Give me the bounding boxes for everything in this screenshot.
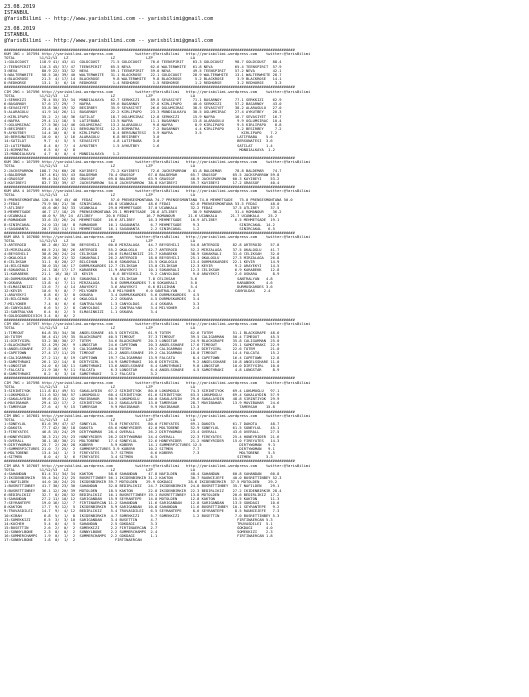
race-block: ################################################################################################################################### KUM ARA 4 167599 http://yarisbilimi.wordpress.com twitter:@YarisBilimi http://yarisbilimi.wordpress.com twitter:@YarisBilimi TOTAL %1/%2/%3 LZ LZ LZP LA 5:PRENSESMONTANA 120.4 56/ 45/ 46 FEDAI 57.0 PRENSESMONTANA 74.7 PRENSESMONTANA 74.0 MEHMETSADE 75.0 PRENSESMONTANA 50.0 2:FEDAI 75.9 50/ 21/ 30 SINIRCAKAL 46.8 UCANKALA 48.6 FEDAI 62.6 PRENSESMONTANA 53.5 FEDAI 48.0 7:ATLIBEY 45.6 46/ 34/ 33 UCANKALA 29.0 MEHMETSADE 37.0 UCANKALA 32.2 FEDAI 37.5 ATLIBEY 37.5 3:MEHMETSADE 46.7 17/ 18/ 25 PRENSESMONTANA 25.1 MEHMETSADE 28.6 ATLIBEY 30.9 ROMANOUR 31.4 ROMANOUR 36.2 4:UCANKALA 40.0 9/ 39/ 24 ATLIBEY 20.0 FEDAI 16.7 ROMANOUR 21.6 UCANKALA 21.7 UCANKALA 25.2 6:ROMANOUR 33.6 13/ 26/ 24 MEHMETSADE 16.6 ATLIBEY 16.3 MEHMETSADE 10.9 ATLIBEY 6.5 MEHMETSADE 19.1 8:SINIRCAKAL 24.0 13/ 10/ 8 ROMANOUR 16.1 SAGANANTA 6.7 MEHMETSADE 9.3 SINIRCAKAL 14.2 1:SAGANANTA 20.7 15/ 11/ 11 MEHMETSADE 16.1 SAGANANTA 2.2 SINIRCAKAL 1.2 SINIRCAKAL 6.5 (4, 185, 311, 231)
header-city: ISTANBUL (4, 32, 29, 38)
header-city: ISTANBUL (4, 10, 29, 16)
race-block: ################################################################################################################################### CIM 7NG = 167598 http://yarisbilimi.wordpress.com twitter:@YarisBilimi http://yarisbilimi.wordpress.com twitter:@YarisBilimi TOTAL %1/%2/%3 LZ LZ LZP LA 3:SIRINTIYOK 111.8 81/ 49/ 51 SAKALAYDIN 67.2 SIRINTIYOK 80.0 LOKUMOGLU 74.3 SIRINTIYOK 69.4 LOKUMOGLU 97.1 1:LOKUMOGLU 111.6 52/ 50/ 57 LOKUMOGLU 60.4 SIRINTIYOK 61.6 SIRINTIYOK 63.5 LOKUMOGLU 69.4 SAKALAYDIN 57.9 2:SAKALAYDIN 59.6 45/ 31/ 42 MAVIBAHAR 50.9 LOKUMOGLU 40.0 SAKALAYDIN 29.6 SAKALAYDIN 48.8 SIRINTIYOK 29.9 4:MAVIBAHAR 29.4 12/ 17/ 2 SIRINTIYOK 14.2 SAKALAYDIN 13.0 TAMERSAH 28.7 MAVIBAHAR 13.9 MAVIBAHAR 24.6 5:TAMERSAH 27.6 4/ 9/ 15 TAMERSAH 9.9 MAVIBAHAR 9.9 MAVIBAHAR 13.3 TAMERSAH 15.8 (4, 376, 311, 410)
race-block: ################################################################################################################################### CIM 8NG = 167601 http://yarisbilimi.wordpress.com twitter:@YarisBilimi http://yarisbilimi.wordpress.com twitter:@YarisBilimi TOTAL %1/%2/%3 LZ LZ LZP LA 1:SONEYLUL 81.6 39/ 47/ 47 SONEYLUL 75.0 FIREYATES 80.0 FIREYATES 69.1 DAKOTA 61.7 DAKOTA 48.7 2:DAKOTA 77.7 42/ 36/ 18 DAKOTA 65.6 HONEYRIDER 42.0 MOLTOBENE 52.9 SONEYLUL 61.5 SONEYLUL 45.1 3:FIREYATES 46.8 15/ 24/ 29 DIRTYWOMAN 28.4 OVERALL 26.2 DIRTYWOMAN 23.4 OVERALL 43.6 OVERALL 27.5 8:HONEYRIDER 38.3 21/ 25/ 23 HONEYRIDER 26.2 DIRTYWOMAN 24.4 OVERALL 22.3 FIREYATES 25.4 HONEYRIDER 21.6 5:OVERALL 38.1 18/ 30/ 21 MOLTOBENE 17.4 SONEYLUL 22.6 HONEYRIDER 21.2 HONEYRIDER 15.0 FIREYATES 14.3 9:DIRTYWOMAN 25.7 2/ 20/ 28 KOBERR 5.9 KOBERR 14.1 SUMMERPICTURES 12.5 DIRTYWOMAN 9.3 7:SUMMERPICTURES 21.0 7/ 25/ 2 SUMMERPICTURES 3.9 KOBERR 10.2 SITMEN 7.7 DIRTYWOMAN 9.1 6:MOLTOBENE 13.4 14/ 1/ 3 FIREYATES 3.7 SITMEN 6.6 KOBERR 7.3 MOLTOBENE 5.5 4:SITMEN 8.0 4/ 3/ 6 FIREYATES 3.4 SITMEN 6.5 SITMEN 3.3 (4, 409, 311, 460)
race-block: ################################################################################################################################### CIM ARA 9 167607 http://yarisbilimi.wordpress.com twitter:@YarisBilimi http://yarisbilimi.wordpress.com twitter:@YarisBilimi TOTAL %1/%2/%3 LZ LZ LZP LA 4:SAHANDAN 81.4 31/ 34/ 34 KAKTON 58.6 SAHANDAN 47.8 NAFILDEN 48.4 SAHANDAN 60.8 SAHANDAN 60.8 2:IKIDENBIRKIR 55.4 34/ 21/ 25 BUSRETTINBEY 56.1 IKIDENBIRKIR 31.2 KAKTON 30.7 RAUNCEJEFE 40.0 BUSRETTINBEY 52.3 11:NAFILDEN 44.0 10/ 24/ 25 IKIDENBIRKIR 39.7 MOTOLDEN 29.9 GOKDAGI 28.6 IKIDENBIRKIR 37.5 MOTOLDEN 29.2 1:BUSRETTINBEY 41.7 30/ 23/ 30 SAHANDAN 32.0 BEDIRLIKIZ 24.7 IKIDENBIRKIR 24.8 BUSRETTINBEY 35.7 NAFILDEN 29.1 3:BUSRETTINBEY 36.1 12/ 20/ 39 MOTOLDEN 18.5 KAKTON 22.0 IKIDENBIRKIR 22.3 BEDIRLIKIZ 27.2 IKIDENBIRKIR 28.4 6:BEDIRLIKIZ 32.7 8/ 28/ 32 BEDIRLIKIZ 16.1 BUSRETTINBEY 19.1 BUSRETTINBEY 13.8 MOTOLDEN 20.6 BEDIRLIKIZ 17.2 5:SAHANDAN 27.2 11/ 10/ 12 SARIGANDAN 15.9 SEYRANTEPE 14.0 MOTOLDEN 12.8 KAKTON 15.5 KAKTON 11.3 7:SEYRANTEPE 19.0 16/ 12/ 7 FIRTINAERCAN 11.2 SAHANDAN 11.6 SARIGANDAN 12.8 SARIGANDAN 13.5 GOKDAGI 10.6 8:KAKTON 17.7 9/ 12/ 5 IKIDENBIRKIR 5.9 SARIGANDAN 10.8 SAHANDAN 11.6 BUSRETTINBEY 10.1 SEYRANTEPE 9.2 9:TRUVASDILEI 14.7 9/ 4/ 12 BEDIRLIKIZ 5.4 TRUVASDILEI 6.5 SEYRANTEPE 8.6 SEYRANTEPE 8.5 RAUNCEJEFE 7.3 10:KIBAH 6.8 5/ 1/ 8 IKIDENBIRKIR 4.7 SOMEKKIZI 5.7 SOMEKKIZI 1.2 BUSETTIN 7.0 BUSRETTINBEY 5.3 13:SOMEKKIZI 6.5 3/ 3/ 10 SARIGANDAN 3.4 BUSETTIN 4.7 FIRTINAERCAN 5.3 14:KUCHEH 5.4 0/ 4/ 5 SAHANDAN 2.5 GOKDAGI 3.3 TRUVASDILEI 5.1 15:BUSETTIN 2.6 2/ 0/ 2 SOMEKKIZI 2.2 FIRTINAERCAN 2.7 GOKDAGI 4.0 12:SUNNYLBONE 2.3 0/ 0/ 2 SUNNYLBONE 2.2 SUMMERCHAMPS 2.4 SOMEKKIZI 2.3 16:SUMMERCHAMPS 1.9 0/ 1/ 2 SUMMERCHAMPS 2.2 GOKDAGI 1.1 FIRTINAERCAN 1.8 17:SUNNYLBONE 1.8 0/ 1/ 2 FIRTINAERCAN (4, 459, 311, 543)
race-block: ################################################################################################################################### KUM 1NG = 167594 http://yarisbilimi.wordpress.com twitter:@YarisBilimi http://yarisbilimi.wordpress.com twitter:@YarisBilimi TOTAL %1/%2/%3 LZ LZ LZP LA 1:GOLDCOUST 118.9 41/ 43/ 41 GOLDCOUST 71.5 GOLDCOUST 70.6 TEENSPIRIT 63.3 GOLDCOUST 98.7 GOLDCOUST 88.4 2:TEENSPIRIT 110.3 45/ 37/ 47 TEENSPIRIT 65.5 NEVA 62.6 WALTERWHITE 61.8 NEVA 65.4 TEENSPIRIT 57.9 3:NEVA 80.9 22/ 33/ 32 NEVA 59.1 TEENSPIRIT 59.0 NEVA 49.5 TEENSPIRIT 57.2 NEVA 42.1 5:WALTERWHITE 58.5 10/ 39/ 40 WALTERWHITE 31.1 BLACKROSE 22.1 GOLDCOUST 28.9 WALTERWHITE 13.1 WALTERWHITE 28.7 4:BLACKROSE 21.3 4/ 17/ 14 BLACKROSE 9.8 WALTERWHITE 9.8 BLACKROSE 5.2 BLACKROSE 3.9 BLACKROSE 14.1 6:REDHORSE 13.1 3/ 6/ 10 REDHORSE 1.4 REDHORSE 1.5 REDHORSE 1.2 REDHORSE 3.2 REDHORSE 3.3 (4, 48, 311, 86)
report-header-2 (4, 26, 525, 44)
race-block: ################################################################################################################################### KUM ARA 5 167600 http://yarisbilimi.wordpress.com twitter:@YarisBilimi http://yarisbilimi.wordpress.com twitter:@YarisBilimi TOTAL %1/%2/%3 LZ LZ LZP LA 3:ARTEROID 86.2 46/ 32/ 30 BEYSEHILI 60.8 MIRZALAGA 44.7 BEYSEHILI 54.8 ARTEROID 82.8 ARTEROID 57.8 13:MIRZALAGA 60.5 21/ 38/ 26 ARTEROID 55.2 OKALOGLU 42.7 ARTEROID 52.2 MIRZALAGA 37.5 OKALOGLU 41.7 4:BEYSEHILI 38.8 20/ 24/ 24 CELIKSAH 26.6 ELMASINKIZI 25.7 KARABEKK 38.9 SOKAKRALI 31.6 CELIKSAH 32.0 2:OKALOGLU 28.6 26/ 21/ 32 SOKAKRALI 26.2 ARTEROID 18.0 BEYSEHILI 25.1 OKALOGLU 27.3 MIRZALAGA 26.8 6:CELIKSAH 31.1 8/ 20/ 27 BILGIHAN 16.6 SOKAKRALI 15.5 OKALOGLU 13.4 DURMUSKARDES 22.1 KEVIR 14.9 14:BILGIHAN 30.0 15/ 16/ 17 DURMUSKARDES 12.7 CELIKSAH 13.0 CELIKSAH 12.3 KEVIR 9.2 ARAYEKYI 14.5 8:SOKAKRALI 24.1 18/ 17/ 17 KARABEKK 11.9 ARAYEKYI 10.1 SOKAKRALI 12.3 CELIKSAH 6.9 KARABEKK 12.8 11:KARABEKK 21.1 16/ 10/ 13 KEVIR 6.6 BEYSEHILI 9.2 CANYOLDAS 9.0 ARAYEKYI 2.6 OSKARA 8.9 10:DURMUSKARDES 16.3 8/ 6/ 15 SOKAKRALI 5.8 CELIKSAH 7.8 CELIKSAH 5.6 SANTRALYAN 4.8 9:OSKARA 13.8 4/ 7/ 11 MIRZALAGA 5.6 DURMUSKARDES 7.0 SOKAKRALI 5.0 KARABEKK 4.6 5:ELMASINKIZI 13.6 7/ 4/ 14 ARAYEKYI 3.6 ARAYEKYI 6.6 BILGIHAN 5.4 DURMUSKARDES 3.6 12:KEVIR 10.6 9/ 0/ 7 MILYONER 3.6 MILYONER 6.0 SANTRALYAN 5.4 CANYOLDAS 2.4 1:ARAYEKYI 8.8 6/ 3/ 8 OSKARA 3.4 DURMUSKARDES 5.6 DURMUSKARDES 4.5 15:BILGIHAN 7.5 0/ 4/ 4 OKALOGLU 2.2 OSKARA 4.5 DURMUSKARDES 3.4 7:MILYONER 7.4 0/ 6/ 6 SANTRALYAN 1.3 CANYOLDAS 4.4 OSKARA 3.3 16:CANYOLDAS 6.6 5/ 2/ 8 CANYOLDAS 1.2 SANTRALYAN 3.4 MILYONER 2.4 12:SANTRALYAN 6.4 0/ 2/ 5 ELMASINKIZI 1.1 OSKARA 3.4 9:GOLDGOOREDIVICH 3.4 0/ 0/ 2 (4, 230, 311, 318)
race-block: ################################################################################################################################### CIM 2NG = 167596 http://yarisbilimi.wordpress.com twitter:@YarisBilimi http://yarisbilimi.wordpress.com twitter:@YarisBilimi TOTAL %1/%2/%3 LZ LZ LZP LA 1:SERKKIZI 78.4 55/ 33/ 34 MONDIALKAYA 62.7 SERKKIZI 89.5 SEVASIYET 71.1 BASARNOY 77.1 SERKKIZI 62.9 6:BASARNOY 57.6 17/ 29/ 7 NAFRA 59.6 BASARNOY 37.8 KIRLIPAPO 40.6 SERKKIZI 57.2 BASARNOY 43.0 8:SEVASIYET 53.8 30/ 19/ 32 BESIRBEY 35.9 SEVASIYET 26.6 OGLUMSIRAC 38.5 SEVASIYET 38.2 ALARAGULU 27.0 5:ALARAGULU 41.9 14/ 26/ 11 BASARNOY 22.2 KIRLIPAPO 23.3 MONDIALKAYA 30.5 OGLUMSIRAC 27.4 AYKUTBEY 20.3 2:KIRLIPAPO 35.2 2/ 18/ 36 SATILAT 18.7 OGLUMSIRAC 12.8 SERKKIZI 15.9 NAFRA 16.7 SEVASIYET 16.7 4:NAFRA 29.4 11/ 18/ 5 LATIFBABA 13.5 NAFRA 11.1 BASARNOY 13.8 ALARAGULU 9.9 OGLUMSIRAC 10.4 7:OGLUMSIRAC 27.5 36/ 14/ 46 OGLUMSIRAC 13.2 ALARAGULU 9.8 NAFRA 8.9 KIRLIPAPO 9.5 KIRLIPAPO 8.8 3:BESIRBEY 23.4 0/ 23/ 11 BERSUNATESI 12.3 BIRMATRA 7.2 BASARNOY 4.4 KIRLIPAPO 3.2 BESIRBEY 7.2 9:AYKUTBEY 14.4 10/ 0/ 0 KIRLIPAPO 8.4 BERSUNATESI 5.9 NAFRA 3.5 KIRLIPAPO 7.2 10:BERSUNATESI 10.0 0/ 1/ 16 ALARAGULU 6.8 BESIRBEY 3.0 LATIFBABA 5.6 14:SATILAT 9.7 4/ 5/ 5 SEVASIYET 4.8 LATIFBABA 3.0 BERSUNATESI 3.6 12:LATIFBABA 8.4 0/ 7/ 4 AYKUTBEY 1.5 AYKUTBEY 1.6 SATILAT 1.4 11:BIRMATRA 6.5 0/ 4/ 8 MONDIALKAYA 1.2 13:MONDIALKAYA 4.7 0/ 0/ 4 MONDIALKAYA 1.2 (4, 85, 311, 156)
race-block: ################################################################################################################################### CIM 6NG = 167597 http://yarisbilimi.wordpress.com twitter:@YarisBilimi http://yarisbilimi.wordpress.com twitter:@YarisBilimi TOTAL %1/%2/%3 LZ LZ LZP LA 1:TIMEOUT 64.8 35/ 34/ 30 ANGELSSHARE 45.5 DIRTYGIRL 61.9 TOTEM 62.6 TOTEM 51.1 BLACKGRAPE 48.6 10:TOTEM 56.4 41/ 19/ 35 BLACKGRAPE 40.5 TIMEOUT 37.3 TIMEOUT 39.5 CALIGARMAN 50.4 TIMEOUT 45.5 11:DIRTYGIRL 53.2 30/ 30/ 27 TOTEM 34.6 BLACKGRAPE 20.3 LONGSTAR 24.9 BLACKGRAPE 35.8 CALIGARMAN 25.0 2:BLACKGRAPE 52.4 29/ 26/ 9 LONGSTAR 24.6 CAPETOWN 20.3 ANGELSSHARE 17.6 TIMEOUT 25.1 SAMOTHRAKI 22.9 5:ANGELSSHARE 27.5 16/ 19/ 3 CALIGARMAN 24.0 TOTEM 19.2 CALIGARMAN 17.4 DIRTYGIRL 22.6 TOTEM 21.0 4:CAPETOWN 27.4 17/ 11/ 25 TIMEOUT 21.2 ANGELSSHARE 19.2 CALIGARMAN 18.0 TIMEOUT 14.4 FALCATA 15.2 6:CALIGARMAN 27.2 11/ 8/ 19 CAPETOWN 19.7 CALIGARMAN 13.9 FALCATA 8.4 CAPETOWN 16.4 CAPETOWN 12.8 3:SAMOTHRAKI 26.1 12/ 14/ 8 DIRTYGIRL 14.9 SAMOTHRAKI 10.8 DIRTYGIRL 9.2 ANGELSSHARE 10.8 ANGELSSHARE 11.0 9:LONGSTAR 24.0 6/ 18/ 11 SAMOTHRAKI 13.6 ANGELSSHARE 6.4 SAMOTHRAKI 9.8 LONGSTAR 10.0 DIRTYGIRL 10.0 7:FALCATA 21.9 10/ 9/ 11 FALCATA 6.3 LONGSTAR 6.4 ANGELSSHARE 4.5 SAMOTHRAKI 4.8 LONGSTAR 8.9 8:SAMOTHRAKI 8.2 0/ 3/ 10 SAMOTHRAKI 3.2 FALCATA 3.2 (4, 318, 311, 377)
header-credit: @YarisBilimi -- http://www.yarisbilimi.com -- yarisbilimi@gmail.com (4, 38, 214, 44)
header-date: 23.08.2019 (4, 26, 36, 32)
report-header-1 (4, 4, 525, 22)
race-block: ################################################################################################################################### KUM 3NG = 167599 http://yarisbilimi.wordpress.com twitter:@YarisBilimi http://yarisbilimi.wordpress.com twitter:@YarisBilimi TOTAL %1/%2/%3 LZ LZ LZP LA 2:JACKSPARROW 108.7 74/ 60/ 28 KAYIBEYI 71.2 KAYIBEYI 72.6 JACKSPARROW 81.8 BALDEMAR 78.8 BALDEMAR 74.7 1:BALDEMAR 107.4 61/ 55/ 43 BALDEMAR 70.4 GRASSOF 67.8 BALDEMAR 65.7 GRASSOF 65.5 JACKSPARROW 59.8 4:GRASSOF 99.4 34/ 52/ 65 GRASSOF 69.8 BALDEMAR 63.9 GRASSOF 48.9 JACKSPARROW 60.3 KAYIBEYI 53.2 3:KAYIBEYI 83.7 33/ 39/ 47 JACKSPARROW 54.0 JACKSPARROW 38.8 KAYIBEYI 39.7 KAYIBEYI 17.2 GRASSOF 40.4 (4, 156, 311, 185)
header-date: 23.08.2019 (4, 4, 36, 10)
header-credit: @YarisBilimi -- http://www.yarisbilimi.com -- yarisbilimi@gmail.com (4, 16, 214, 22)
